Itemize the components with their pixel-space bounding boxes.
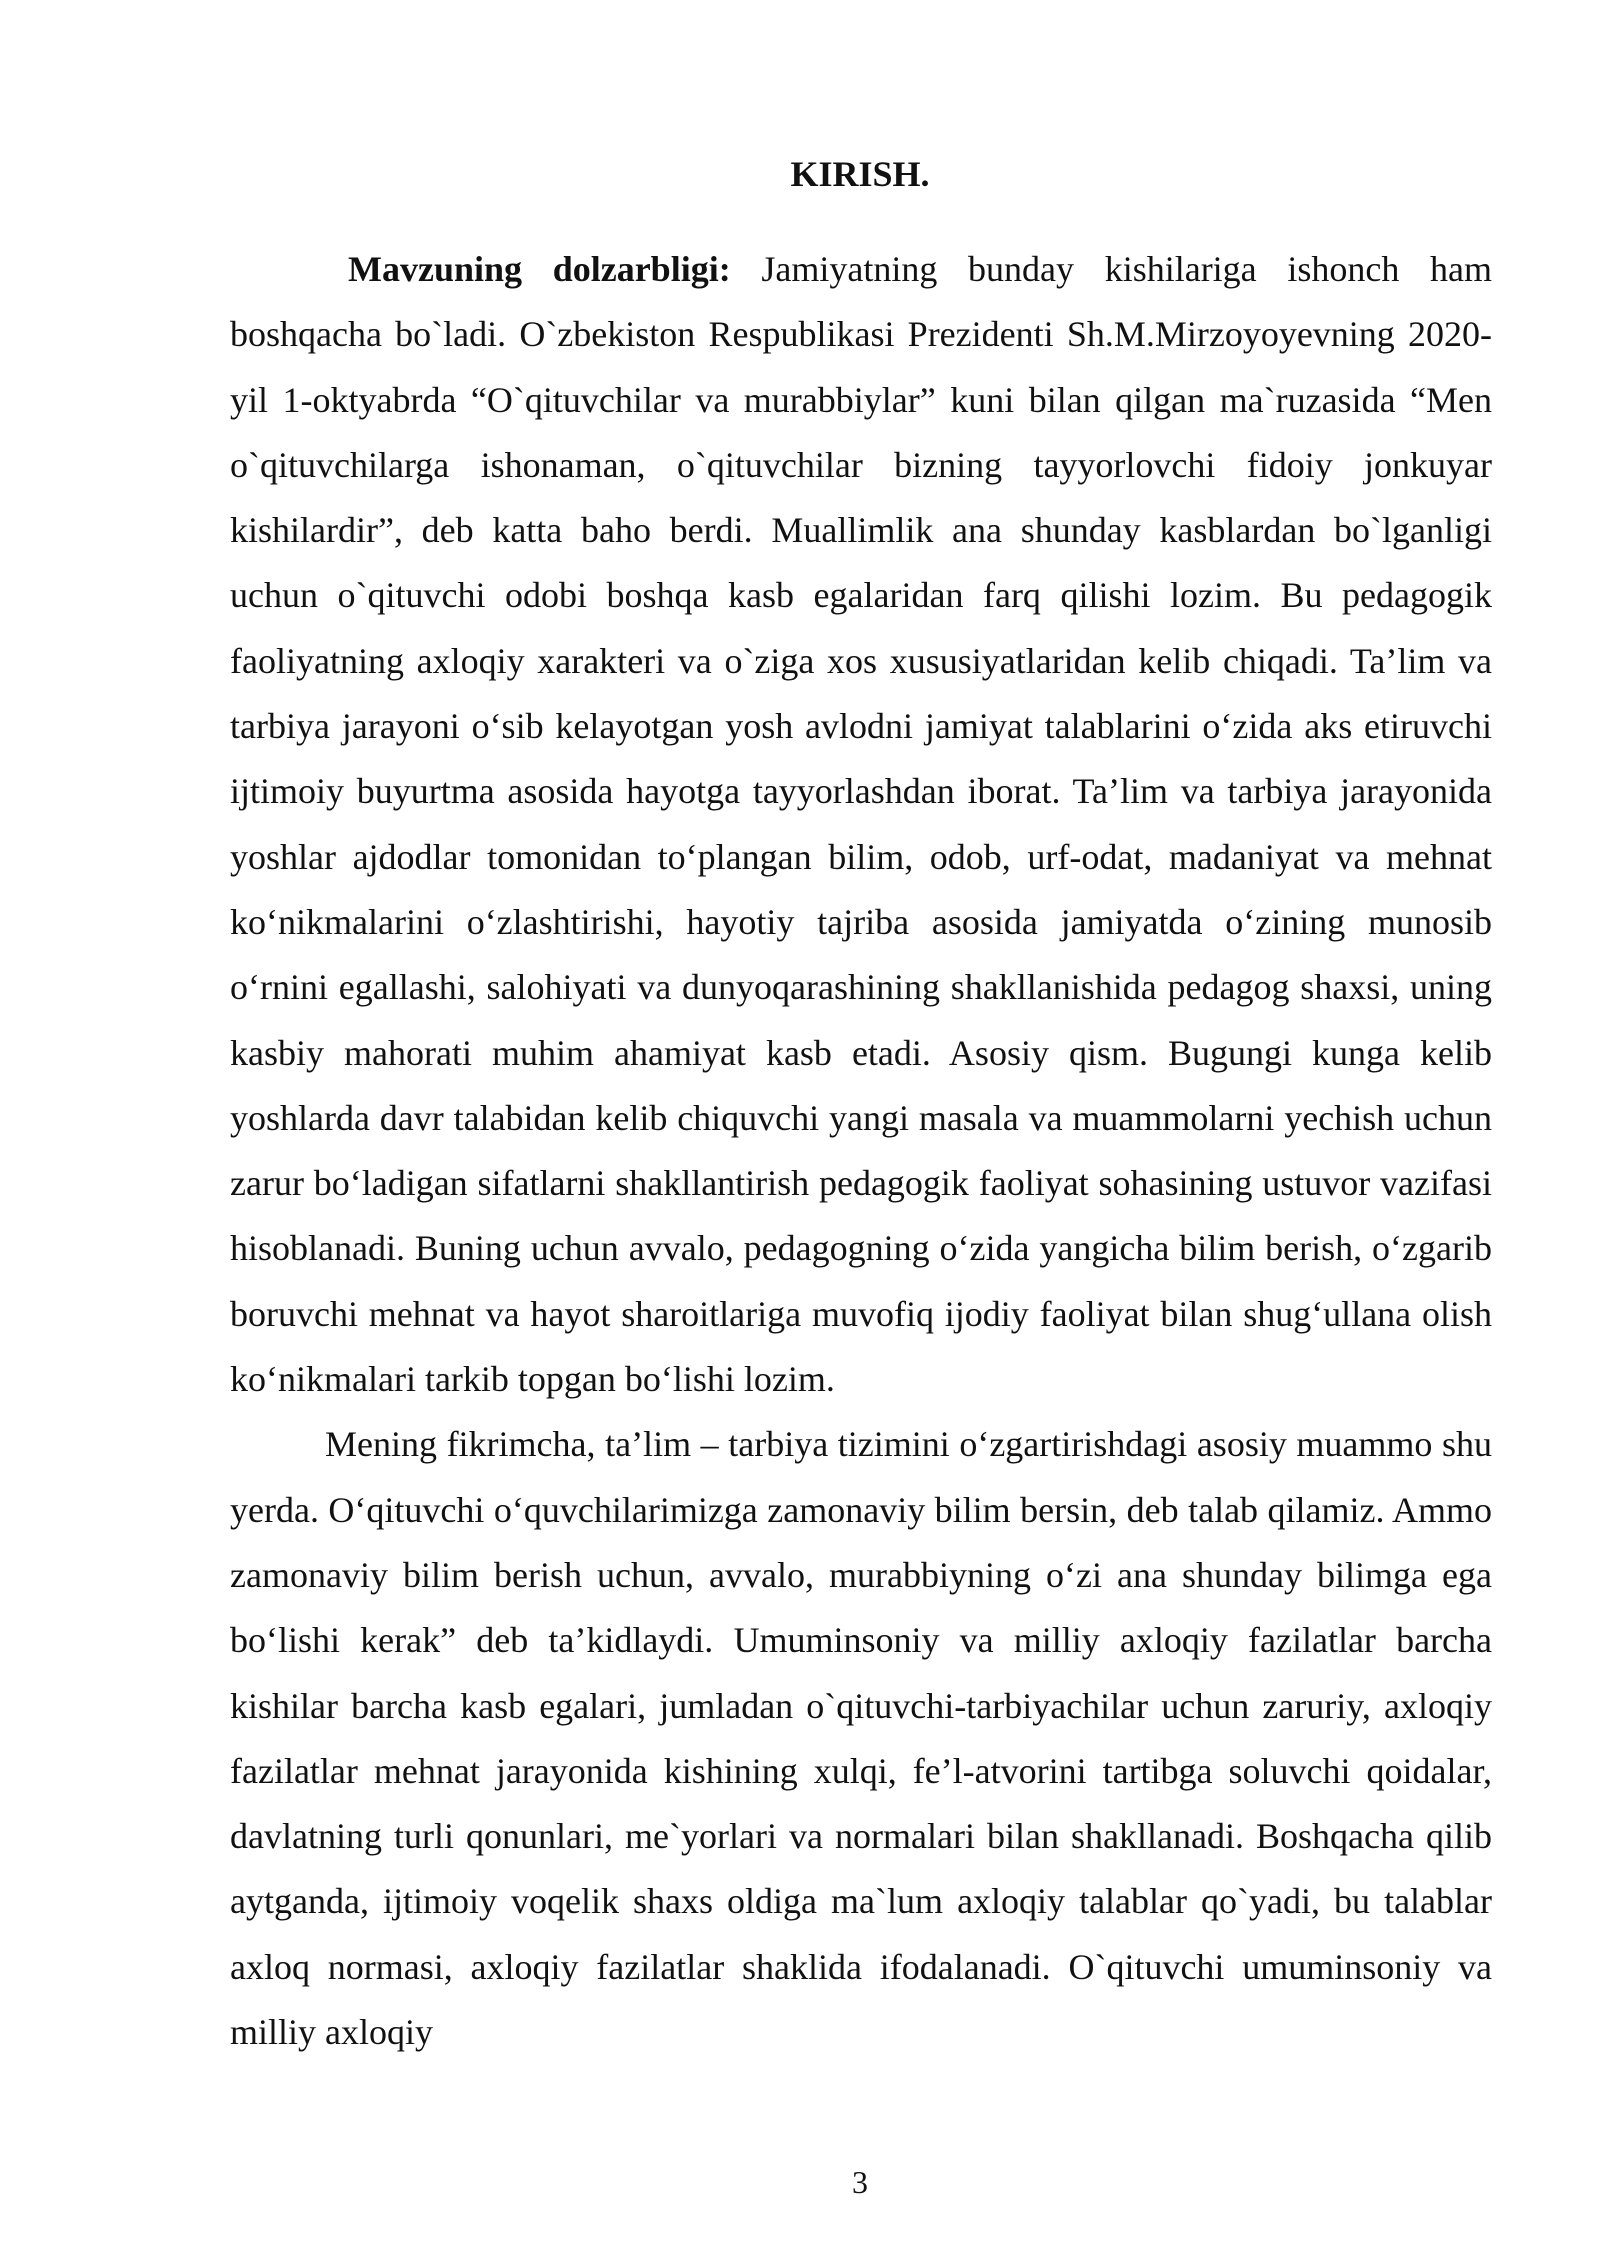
body-text xyxy=(230,237,1492,2065)
paragraph-relevance xyxy=(230,237,1492,1412)
paragraph-lead-label: Mavzuning dolzarbligi: xyxy=(348,249,731,289)
paragraph-opinion: Mening fikrimcha, ta’lim – tarbiya tizimini o‘zgartirishdagi asosiy muammo shu yerda. O‘qituvchi o‘quvchilarimizga zamonaviy bilim bersin, deb talab qilamiz. Ammo zamonaviy bilim berish uchun, avvalo, murabbiyning o‘zi ana shunday bilimga ega bo‘lishi kerak” deb ta’kidlaydi. Umuminsoniy va milliy axloqiy fazilatlar barcha kishilar barcha kasb egalari, jumladan o`qituvchi-tarbiyachilar uchun zaruriy, axloqiy fazilatlar mehnat jarayonida kishining xulqi, fe’l-atvorini tartibga soluvchi qoidalar, davlatning turli qonunlari, me`yorlari va normalari bilan shakllanadi. Boshqacha qilib aytganda, ijtimoiy voqelik shaxs oldiga ma`lum axloqiy talablar qo`yadi, bu talablar axloq normasi, axloqiy fazilatlar shaklida ifodalanadi. O`qituvchi umuminsoniy va milliy axloqiy xyxy=(230,1424,1492,2053)
page-number: 3 xyxy=(852,2164,868,2200)
page-title: KIRISH. xyxy=(790,154,930,194)
paragraph-relevance-text: Jamiyatning bunday kishilariga ishonch ham boshqacha bo`ladi. O`zbekiston Respublikasi Prezidenti Sh.M.Mirzoyoyevning 2020-yil 1-oktyabrda “O`qituvchilar va murabbiylar” kuni bilan qilgan ma`ruzasida “Men o`qituvchilarga ishonaman, o`qituvchilar bizning tayyorlovchi fidoiy jonkuyar kishilardir”, deb katta baho berdi. Muallimlik ana shunday kasblardan bo`lganligi uchun o`qituvchi odobi boshqa kasb egalaridan farq qilishi lozim. Bu pedagogik faoliyatning axloqiy xarakteri va o`ziga xos xususiyatlaridan kelib chiqadi. Ta’lim va tarbiya jarayoni o‘sib kelayotgan yosh avlodni jamiyat talablarini o‘zida aks etiruvchi ijtimoiy buyurtma asosida hayotga tayyorlashdan iborat. Ta’lim va tarbiya jarayonida yoshlar ajdodlar tomonidan to‘plangan bilim, odob, urf-odat, madaniyat va mehnat ko‘nikmalarini o‘zlashtirishi, hayotiy tajriba asosida jamiyatda o‘zining munosib o‘rnini egallashi, salohiyati va dunyoqarashining shakllanishida pedagog shaxsi, uning kasbiy mahorati muhim ahamiyat kasb etadi. Asosiy qism. Bugungi kunga kelib yoshlarda davr talabidan kelib chiquvchi yangi masala va muammolarni yechish uchun zarur bo‘ladigan sifatlarni shakllantirish pedagogik faoliyat sohasining ustuvor vazifasi hisoblanadi. Buning uchun avvalo, pedagogning o‘zida yangicha bilim berish, o‘zgarib boruvchi mehnat va hayot sharoitlariga muvofiq ijodiy faoliyat bilan shug‘ullana olish ko‘nikmalari tarkib topgan bo‘lishi lozim. xyxy=(230,249,1492,1400)
